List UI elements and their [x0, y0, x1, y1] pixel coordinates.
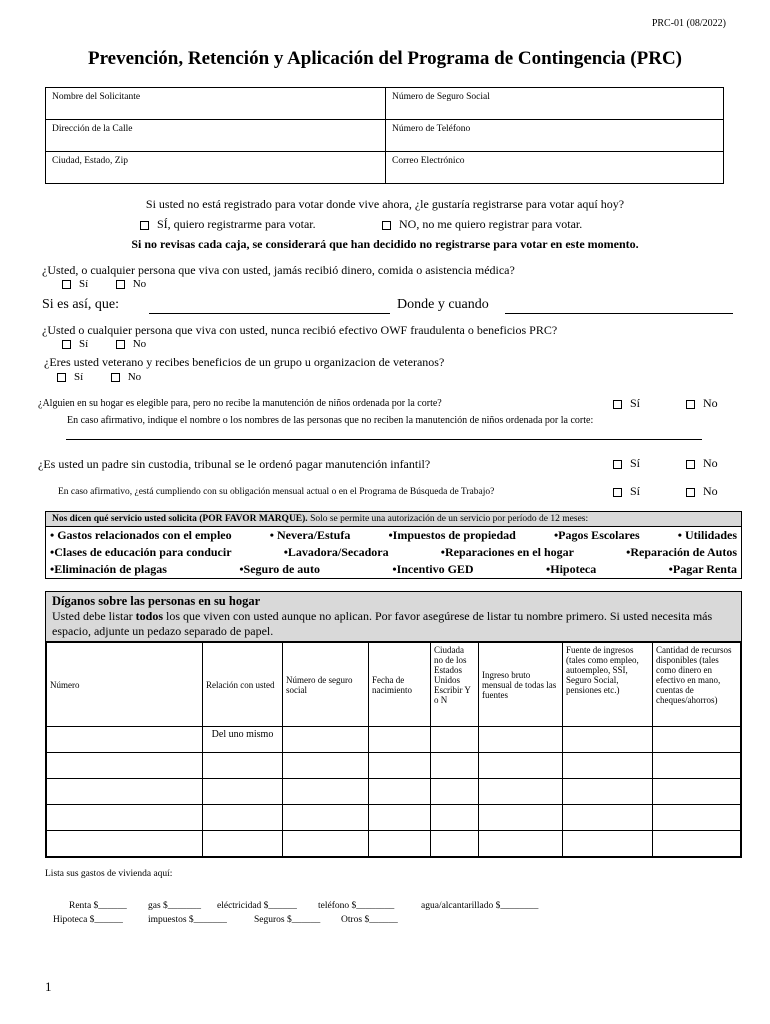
- q3-text: ¿Eres usted veterano y recibes beneficios de un grupo u organizacion de veteranos?: [44, 355, 445, 369]
- q2-text: ¿Usted o cualquier persona que viva con usted, nunca recibió efectivo OWF fraudulenta o beneficios PRC?: [42, 323, 558, 337]
- q5-no-checkbox[interactable]: [686, 460, 695, 469]
- table-cell[interactable]: [47, 805, 203, 831]
- table-cell[interactable]: [283, 805, 369, 831]
- service-option[interactable]: •Lavadora/Secadora: [283, 545, 389, 559]
- table-cell[interactable]: [283, 831, 369, 857]
- col-header: Cantidad de recursos disponibles (tales como dinero en efectivo en mano, cuentas de cheques/ahorros): [653, 643, 741, 727]
- table-cell[interactable]: [283, 753, 369, 779]
- table-cell[interactable]: [431, 831, 479, 857]
- services-row-3: [46, 561, 741, 578]
- applicant-ssn-field[interactable]: Número de Seguro Social: [386, 88, 724, 120]
- table-row: [47, 831, 741, 857]
- q4-no-checkbox[interactable]: [686, 400, 695, 409]
- services-heading: Nos dicen qué servicio usted solicita (POR FAVOR MARQUE).: [52, 514, 308, 524]
- household-table-header: [47, 643, 741, 727]
- table-cell[interactable]: [479, 753, 563, 779]
- table-cell[interactable]: [431, 753, 479, 779]
- services-note: Solo se permite una autorización de un servicio por período de 12 meses:: [310, 514, 589, 524]
- q2-yes-label: Sí: [79, 338, 89, 350]
- q6-yes-option: [613, 484, 640, 499]
- q6-yes-label: Sí: [630, 484, 641, 498]
- expense-mortgage[interactable]: Hipoteca $______: [53, 915, 123, 925]
- q6-yes-checkbox[interactable]: [613, 488, 622, 497]
- service-option[interactable]: •Reparación de Autos: [626, 545, 737, 559]
- table-cell[interactable]: [653, 727, 741, 753]
- service-option[interactable]: • Gastos relacionados con el empleo: [50, 528, 232, 542]
- q1-yes-label: Sí: [79, 278, 89, 290]
- table-cell[interactable]: [431, 779, 479, 805]
- table-cell[interactable]: [563, 805, 653, 831]
- col-header: Relación con usted: [203, 643, 283, 727]
- q6-no-checkbox[interactable]: [686, 488, 695, 497]
- service-option[interactable]: •Pagar Renta: [668, 562, 737, 576]
- q3-no-label: No: [127, 371, 142, 383]
- voter-yes-label: SÍ, quiero registrarme para votar.: [157, 217, 316, 231]
- service-option[interactable]: • Utilidades: [677, 528, 737, 542]
- applicant-street-field[interactable]: Dirección de la Calle: [46, 120, 386, 152]
- q4-followup: En caso afirmativo, indique el nombre o los nombres de las personas que no reciben la manutención de niños ordenada por la corte:: [67, 415, 594, 426]
- expenses-heading: Lista sus gastos de vivienda aquí:: [45, 869, 173, 879]
- services-box: [45, 511, 742, 579]
- col-header: Fuente de ingresos (tales como empleo, autoempleo, SSI, Seguro Social, pensiones etc.): [563, 643, 653, 727]
- table-cell[interactable]: [369, 831, 431, 857]
- page-title: Prevención, Retención y Aplicación del Programa de Contingencia (PRC): [87, 48, 683, 69]
- q1-text: ¿Usted, o cualquier persona que viva con usted, jamás recibió dinero, comida o asistencia médica?: [42, 263, 515, 277]
- form-code: PRC-01 (08/2022): [651, 18, 726, 29]
- table-row: [47, 805, 741, 831]
- q6-no-option: [686, 484, 718, 499]
- q2-no-checkbox[interactable]: [116, 340, 125, 349]
- service-option[interactable]: •Hipoteca: [546, 562, 597, 576]
- table-cell[interactable]: [369, 753, 431, 779]
- table-cell[interactable]: [479, 805, 563, 831]
- services-header: [46, 512, 741, 527]
- expense-electricity[interactable]: eléctricidad $______: [217, 901, 297, 911]
- household-intro-bold: todos: [135, 609, 163, 623]
- q3-options: [57, 371, 141, 383]
- household-header: [46, 592, 741, 642]
- q2-options: [62, 338, 146, 350]
- table-cell[interactable]: [563, 727, 653, 753]
- household-table: [46, 642, 741, 857]
- voter-yes-option[interactable]: [140, 217, 316, 232]
- col-header: Ingreso bruto mensual de todas las fuentes: [479, 643, 563, 727]
- q1-no-label: No: [132, 278, 147, 290]
- q2-no-label: No: [132, 338, 147, 350]
- expense-water[interactable]: agua/alcantarillado $________: [421, 901, 539, 911]
- table-cell[interactable]: [283, 727, 369, 753]
- table-cell[interactable]: [203, 779, 283, 805]
- q4-no-label: No: [703, 396, 718, 410]
- expense-phone[interactable]: teléfono $________: [318, 901, 395, 911]
- voter-warning: Si no revisas cada caja, se considerará que han decidido no registrarse para votar en este momento.: [131, 237, 639, 251]
- table-cell[interactable]: [431, 727, 479, 753]
- household-section: [45, 591, 742, 858]
- voter-question: Si usted no está registrado para votar donde vive ahora, ¿le gustaría registrarse para votar aquí hoy?: [145, 197, 625, 211]
- household-intro-post: los que viven con usted aunque no aplican. Por favor asegúrese de listar tu nombre primero. Si usted necesita más espacio, adjunte un pedazo separado de papel.: [52, 609, 713, 638]
- household-intro-pre: Usted debe listar: [52, 609, 136, 623]
- expense-other[interactable]: Otros $______: [341, 915, 398, 925]
- table-cell[interactable]: [283, 779, 369, 805]
- service-option[interactable]: •Seguro de auto: [239, 562, 320, 576]
- applicant-email-field[interactable]: Correo Electrónico: [386, 152, 724, 184]
- service-option[interactable]: •Pagos Escolares: [553, 528, 640, 542]
- self-relation-cell[interactable]: Del uno mismo: [203, 727, 283, 753]
- q6-text: En caso afirmativo, ¿está cumpliendo con su obligación mensual actual o en el Programa de Búsqueda de Trabajo?: [58, 487, 495, 497]
- table-row: [47, 727, 741, 753]
- q3-yes-checkbox[interactable]: [57, 373, 66, 382]
- applicant-table: [45, 87, 724, 184]
- table-cell[interactable]: [653, 779, 741, 805]
- q5-no-label: No: [703, 456, 718, 470]
- table-cell[interactable]: [47, 753, 203, 779]
- q5-no-option: [686, 456, 718, 471]
- q2-yes-checkbox[interactable]: [62, 340, 71, 349]
- applicant-phone-field[interactable]: Número de Teléfono: [386, 120, 724, 152]
- q1-where-label: Donde y cuando: [397, 297, 489, 312]
- expense-insurance[interactable]: Seguros $______: [254, 915, 321, 925]
- col-header: Número: [47, 643, 203, 727]
- table-cell[interactable]: [653, 805, 741, 831]
- q4-yes-option: [613, 396, 640, 411]
- table-cell[interactable]: [369, 727, 431, 753]
- voter-no-label: NO, no me quiero registrar para votar.: [399, 217, 583, 231]
- table-cell[interactable]: [431, 805, 479, 831]
- table-row: [47, 779, 741, 805]
- household-intro: [52, 609, 735, 639]
- applicant-name-field[interactable]: Nombre del Solicitante: [46, 88, 386, 120]
- table-cell[interactable]: [479, 831, 563, 857]
- q1-no-checkbox[interactable]: [116, 280, 125, 289]
- q3-yes-label: Sí: [74, 371, 84, 383]
- service-option[interactable]: •Clases de educación para conducir: [50, 545, 232, 559]
- service-option[interactable]: •Eliminación de plagas: [50, 562, 167, 576]
- expense-taxes[interactable]: impuestos $_______: [148, 915, 227, 925]
- table-cell[interactable]: [47, 831, 203, 857]
- table-cell[interactable]: [563, 753, 653, 779]
- q6-no-label: No: [703, 484, 718, 498]
- page-number: 1: [45, 979, 52, 994]
- expense-rent[interactable]: Renta $______: [69, 901, 127, 911]
- q3-no-checkbox[interactable]: [111, 373, 120, 382]
- q5-yes-option: [613, 456, 640, 471]
- q4-yes-label: Sí: [630, 396, 641, 410]
- q1-where-line[interactable]: [505, 297, 733, 314]
- services-row-1: [46, 527, 741, 544]
- table-cell[interactable]: [203, 805, 283, 831]
- table-cell[interactable]: [369, 779, 431, 805]
- col-header: Ciudada no de los Estados Unidos Escribir Y o N: [431, 643, 479, 727]
- col-header: Número de seguro social: [283, 643, 369, 727]
- q1-yes-checkbox[interactable]: [62, 280, 71, 289]
- q1-options: [62, 278, 146, 290]
- services-row-2: [46, 544, 741, 561]
- service-option[interactable]: •Incentivo GED: [392, 562, 474, 576]
- table-cell[interactable]: [653, 831, 741, 857]
- expense-gas[interactable]: gas $_______: [148, 901, 202, 911]
- table-cell[interactable]: [563, 779, 653, 805]
- applicant-city-field[interactable]: Ciudad, Estado, Zip: [46, 152, 386, 184]
- table-cell[interactable]: [47, 727, 203, 753]
- household-heading: Díganos sobre las personas en su hogar: [52, 594, 261, 608]
- q4-yes-checkbox[interactable]: [613, 400, 622, 409]
- table-cell[interactable]: [563, 831, 653, 857]
- q4-text: ¿Alguien en su hogar es elegible para, pero no recibe la manutención de niños ordenada por la corte?: [38, 398, 442, 409]
- table-cell[interactable]: [203, 753, 283, 779]
- service-option[interactable]: • Nevera/Estufa: [269, 528, 351, 542]
- q1-what-line[interactable]: [149, 297, 390, 314]
- q5-yes-label: Sí: [630, 456, 641, 470]
- q5-text: ¿Es usted un padre sin custodia, tribunal se le ordenó pagar manutención infantil?: [38, 457, 431, 471]
- voter-yes-checkbox[interactable]: [140, 221, 149, 230]
- voter-no-checkbox[interactable]: [382, 221, 391, 230]
- q1-if-yes: Si es así, que:: [42, 297, 119, 312]
- table-cell[interactable]: [653, 753, 741, 779]
- table-cell[interactable]: [203, 831, 283, 857]
- service-option[interactable]: •Reparaciones en el hogar: [440, 545, 574, 559]
- q5-yes-checkbox[interactable]: [613, 460, 622, 469]
- q4-no-option: [686, 396, 718, 411]
- service-option[interactable]: •Impuestos de propiedad: [388, 528, 516, 542]
- table-row: [47, 753, 741, 779]
- table-cell[interactable]: [47, 779, 203, 805]
- voter-no-option[interactable]: [382, 217, 582, 232]
- table-cell[interactable]: [369, 805, 431, 831]
- col-header: Fecha de nacimiento: [369, 643, 431, 727]
- q4-names-line[interactable]: [66, 439, 702, 440]
- table-cell[interactable]: [479, 779, 563, 805]
- table-cell[interactable]: [479, 727, 563, 753]
